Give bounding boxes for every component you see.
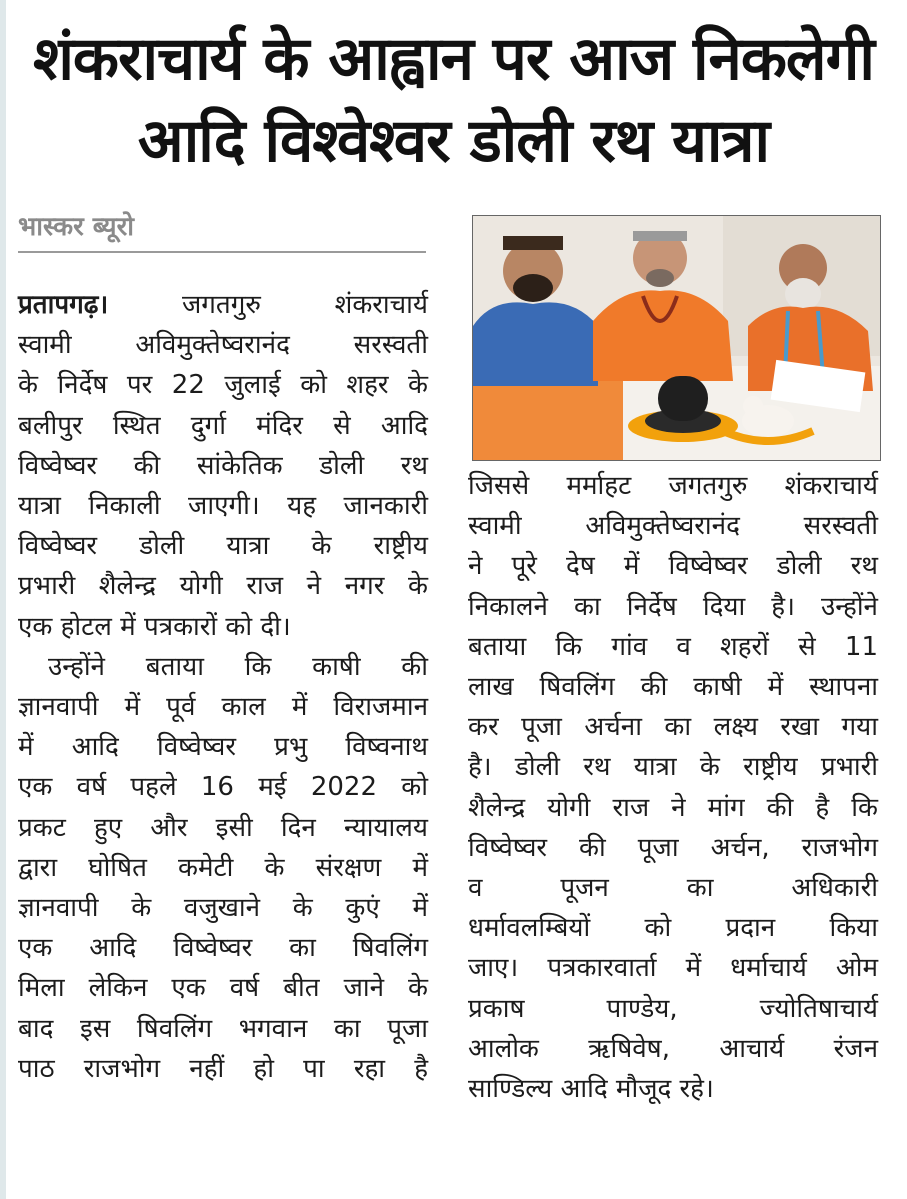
margin-strip [0, 0, 6, 1199]
photo-illustration [473, 216, 880, 460]
column-line: साण्डिल्य आदि मौजूद रहे। [468, 1074, 714, 1105]
column-line: में आदि विष्वेष्वर प्रभु विष्वनाथ [18, 732, 428, 763]
column-line: निकालने का निर्देष दिया है। उन्होंने [468, 591, 878, 622]
column-line: है। डोली रथ यात्रा के राष्ट्रीय प्रभारी [468, 752, 878, 783]
column-line: विष्वेष्वर की सांकेतिक डोली रथ [18, 450, 428, 481]
column-line [18, 285, 428, 325]
headline [10, 18, 897, 182]
column-line: द्वारा घोषित कमेटी के संरक्षण में [18, 852, 428, 883]
column-line: बताया कि गांव व शहरों से 11 [468, 631, 878, 662]
column-line: विष्वेष्वर डोली यात्रा के राष्ट्रीय [18, 531, 428, 562]
column-line: बाद इस षिवलिंग भगवान का पूजा [18, 1013, 428, 1044]
column-line: यात्रा निकाली जाएगी। यह जानकारी [18, 491, 428, 522]
column-line: स्वामी अविमुक्तेष्वरानंद सरस्वती [468, 511, 878, 542]
column-line: व पूजन का अधिकारी [468, 873, 878, 904]
column-line: धर्मावलम्बियों को प्रदान किया [468, 913, 878, 944]
article-column-2 [468, 466, 878, 1109]
column-line: विष्वेष्वर की पूजा अर्चन, राजभोग [468, 832, 878, 863]
column-line: जिससे मर्माहट जगतगुरु शंकराचार्य [468, 471, 878, 501]
column-line: के निर्देष पर 22 जुलाई को शहर के [18, 370, 428, 401]
article-column-1 [18, 285, 428, 1089]
column-line: आलोक ऋषिवेष, आचार्य रंजन [468, 1033, 878, 1064]
headline-line-1: शंकराचार्य के आह्वान पर आज निकलेगी [33, 24, 874, 94]
column-line: प्रकट हुए और इसी दिन न्यायालय [18, 812, 428, 843]
column-line: लाख षिवलिंग की काषी में स्थापना [468, 672, 878, 703]
column-line-text: जगतगुरु शंकराचार्य [181, 290, 428, 320]
column-line: शैलेन्द्र योगी राज ने मांग की है कि [468, 792, 878, 823]
column-line: एक वर्ष पहले 16 मई 2022 को [18, 772, 428, 803]
column-line: कर पूजा अर्चना का लक्ष्य रखा गया [468, 712, 878, 743]
byline: भास्कर ब्यूरो [18, 205, 426, 253]
column-line: ज्ञानवापी में पूर्व काल में विराजमान [18, 692, 428, 723]
column-line: उन्होंने बताया कि काषी की [48, 651, 428, 682]
column-line: ज्ञानवापी के वजुखाने के कुएं में [18, 893, 428, 924]
press-conference-photo [472, 215, 881, 461]
column-line: जाए। पत्रकारवार्ता में धर्माचार्य ओम [468, 953, 878, 984]
column-line: बलीपुर स्थित दुर्गा मंदिर से आदि [18, 410, 428, 441]
column-line: एक आदि विष्वेष्वर का षिवलिंग [18, 933, 428, 964]
column-line: पाठ राजभोग नहीं हो पा रहा है [18, 1053, 428, 1084]
headline-line-2: आदि विश्वेश्वर डोली रथ यात्रा [137, 106, 770, 176]
column-line: प्रकाष पाण्डेय, ज्योतिषाचार्य [468, 993, 878, 1024]
column-line: प्रभारी शैलेन्द्र योगी राज ने नगर के [18, 571, 428, 602]
dateline: प्रतापगढ़। [18, 290, 109, 320]
column-line: एक होटल में पत्रकारों को दी। [18, 611, 291, 642]
column-line: ने पूरे देष में विष्वेष्वर डोली रथ [468, 551, 878, 582]
column-line: स्वामी अविमुक्तेष्वरानंद सरस्वती [18, 330, 428, 361]
column-line: मिला लेकिन एक वर्ष बीत जाने के [18, 973, 428, 1004]
